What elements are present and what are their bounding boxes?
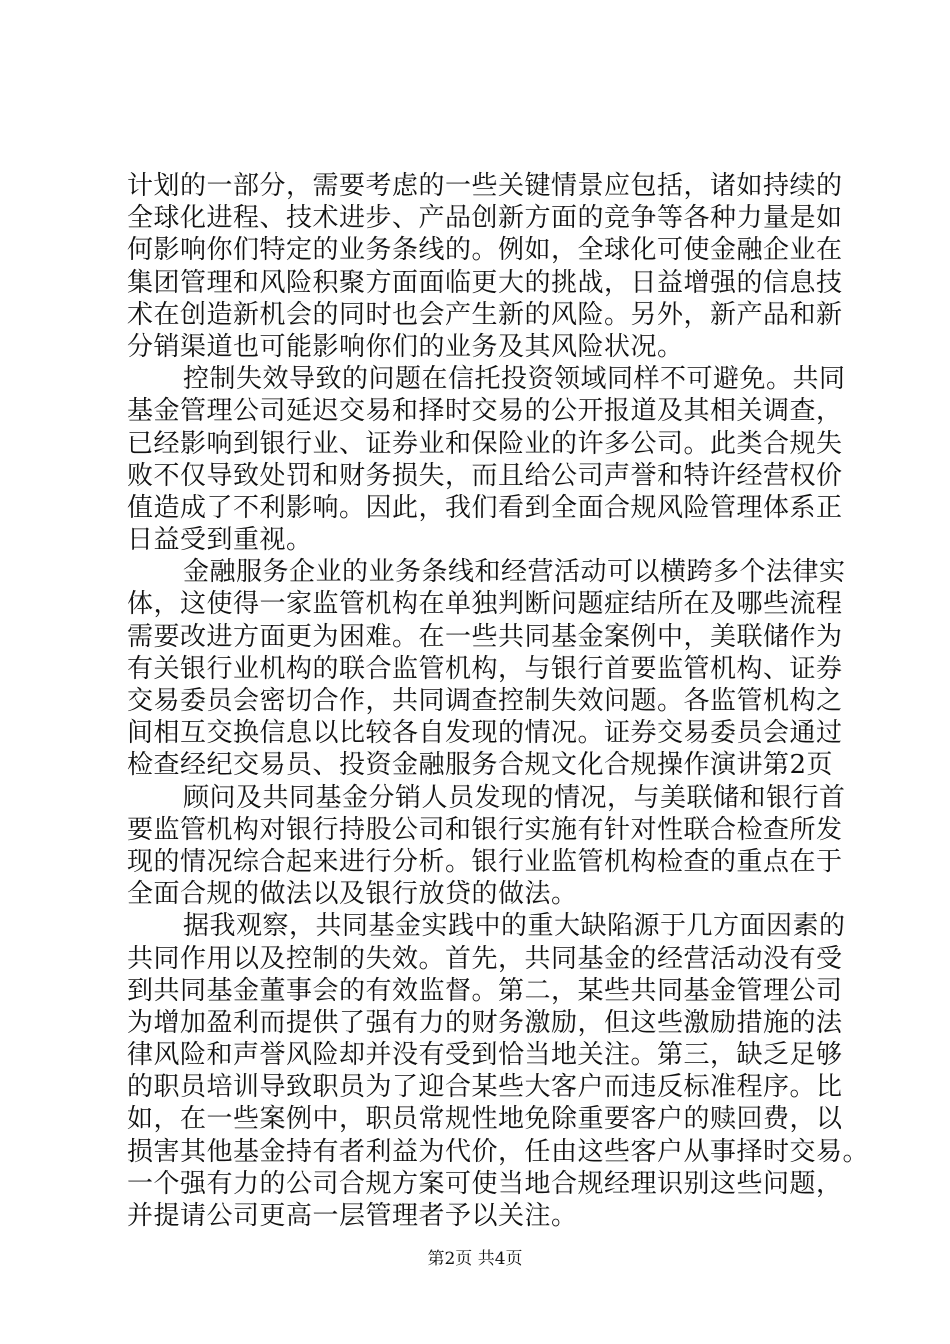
text-line: 基金管理公司延迟交易和择时交易的公开报道及其相关调查， [127, 396, 843, 427]
text-line: 计划的一部分，需要考虑的一些关键情景应包括，诸如持续的 [127, 171, 843, 201]
text-line: 日益受到重视。 [127, 525, 313, 556]
text-line: 现的情况综合起来进行分析。银行业监管机构检查的重点在于 [127, 846, 843, 877]
page-footer: 第2页 共4页 [427, 1249, 523, 1269]
text-line: 到共同基金董事会的有效监督。第二，某些共同基金管理公司 [127, 975, 843, 1006]
text-line: 据我观察，共同基金实践中的重大缺陷源于几方面因素的 [183, 911, 846, 942]
document-body [127, 170, 870, 1232]
text-line: 败不仅导致处罚和财务损失，而且给公司声誉和特许经营权价 [127, 460, 843, 491]
text-line: 并提请公司更高一层管理者予以关注。 [127, 1201, 578, 1231]
text-line: 何影响你们特定的业务条线的。例如，全球化可使金融企业在 [127, 235, 843, 266]
text-line: 一个强有力的公司合规方案可使当地合规经理识别这些问题， [127, 1168, 843, 1199]
text-line: 律风险和声誉风险却并没有受到恰当地关注。第三，缺乏足够 [127, 1040, 843, 1071]
text-line: 需要改进方面更为困难。在一些共同基金案例中，美联储作为 [127, 621, 843, 652]
text-line: 集团管理和风险积聚方面面临更大的挑战，日益增强的信息技 [127, 267, 843, 298]
text-line: 顾问及共同基金分销人员发现的情况，与美联储和银行首 [183, 782, 846, 813]
text-line: 损害其他基金持有者利益为代价，任由这些客户从事择时交易。 [127, 1136, 870, 1167]
text-line: 要监管机构对银行持股公司和银行实施有针对性联合检查所发 [127, 814, 843, 845]
text-line: 控制失效导致的问题在信托投资领域同样不可避免。共同 [183, 364, 846, 395]
text-line: 共同作用以及控制的失效。首先，共同基金的经营活动没有受 [127, 943, 843, 974]
text-line: 已经影响到银行业、证券业和保险业的许多公司。此类合规失 [127, 428, 843, 459]
text-line: 体，这使得一家监管机构在单独判断问题症结所在及哪些流程 [127, 589, 843, 620]
text-line: 值造成了不利影响。因此，我们看到全面合规风险管理体系正 [127, 492, 843, 523]
text-line: 全面合规的做法以及银行放贷的做法。 [127, 879, 578, 910]
text-line: 如，在一些案例中，职员常规性地免除重要客户的赎回费，以 [127, 1104, 843, 1135]
text-line: 有关银行业机构的联合监管机构，与银行首要监管机构、证券 [127, 653, 843, 684]
text-line: 全球化进程、技术进步、产品创新方面的竞争等各种力量是如 [127, 203, 843, 234]
text-line: 交易委员会密切合作，共同调查控制失效问题。各监管机构之 [127, 686, 843, 716]
text-line: 检查经纪交易员、投资金融服务合规文化合规操作演讲第2页 [127, 750, 834, 781]
text-line: 分销渠道也可能影响你们的业务及其风险状况。 [127, 331, 684, 362]
text-line: 为增加盈利而提供了强有力的财务激励，但这些激励措施的法 [127, 1007, 843, 1038]
text-line: 的职员培训导致职员为了迎合某些大客户而违反标准程序。比 [127, 1072, 843, 1103]
text-line: 金融服务企业的业务条线和经营活动可以横跨多个法律实 [183, 557, 846, 588]
text-line: 间相互交换信息以比较各自发现的情况。证券交易委员会通过 [127, 718, 843, 749]
text-line: 术在创造新机会的同时也会产生新的风险。另外，新产品和新 [127, 299, 843, 330]
